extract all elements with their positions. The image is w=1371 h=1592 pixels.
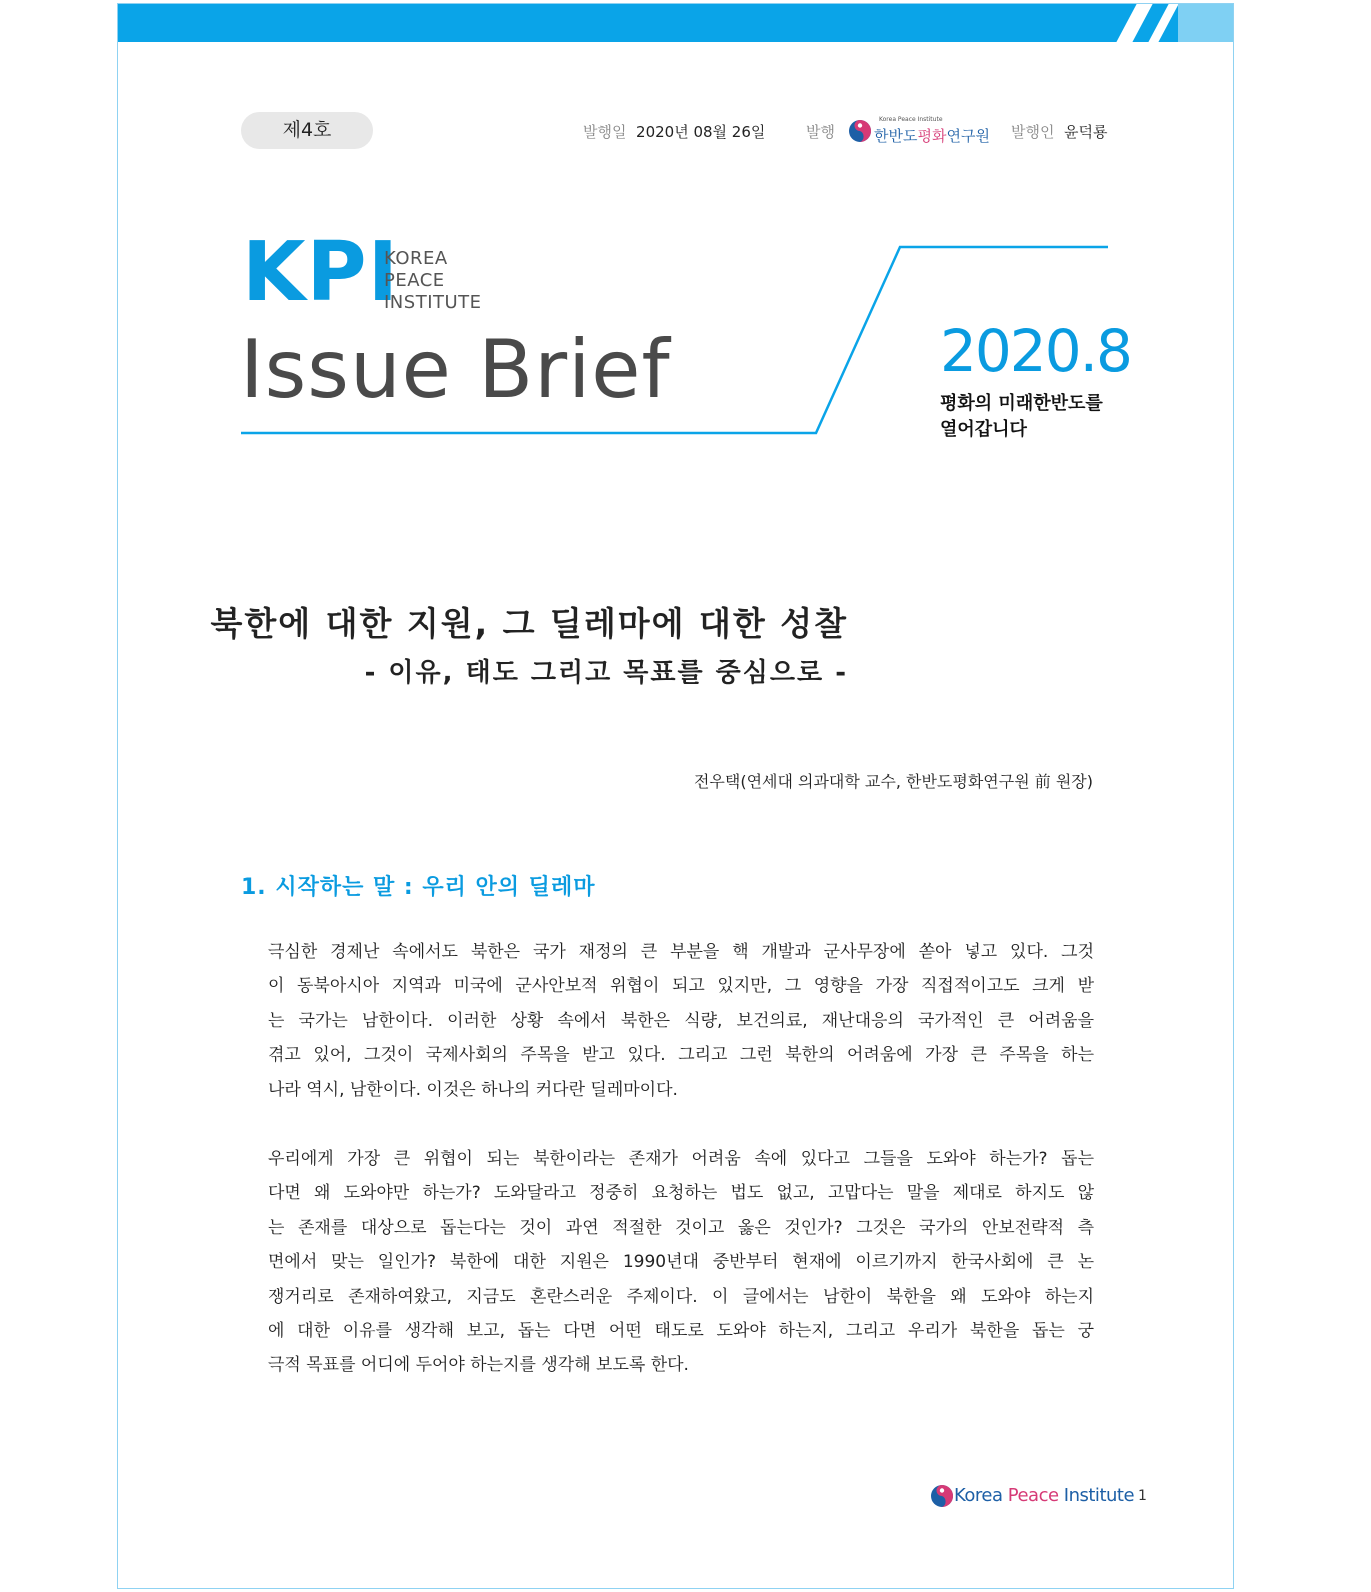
footer-logo-c: Institute (1058, 1485, 1135, 1506)
text-line: 나라 역시, 남한이다. 이것은 하나의 커다란 딜레마이다. (268, 1079, 678, 1100)
kpi-fullname-line: KOREA (384, 248, 448, 269)
brand-tagline (940, 391, 1103, 443)
footer-logo-a: Korea (954, 1485, 1008, 1506)
text-line: 에 대한 이유를 생각해 보고, 돕는 다면 어떤 태도로 도와야 하는지, 그리고 우리가 북한을 돕는 궁 (268, 1320, 1094, 1341)
author-byline: 전우택(연세대 의과대학 교수, 한반도평화연구원 前 원장) (693, 772, 1093, 791)
text-line: 는 존재를 대상으로 돕는다는 것이 과연 적절한 것이고 옳은 것인가? 그것은 국가의 안보전략적 측 (268, 1217, 1094, 1238)
article-subtitle: - 이유, 태도 그리고 목표를 중심으로 - (364, 658, 848, 688)
footer-logo-b: Peace (1007, 1485, 1059, 1506)
text-line: 는 국가는 남한이다. 이러한 상황 속에서 북한은 식량, 보건의료, 재난대응의 국가적인 큰 어려움을 (268, 1010, 1094, 1031)
tagline-line: 평화의 미래한반도를 (940, 393, 1103, 414)
issue-number-badge: 제4호 (241, 112, 373, 149)
text-line: 극적 목표를 어디에 두어야 하는지를 생각해 보도록 한다. (268, 1355, 689, 1376)
publisher-name-b: 평화 (917, 127, 947, 145)
kpi-wordmark: KPI (242, 225, 400, 320)
text-line: 우리에게 가장 큰 위협이 되는 북한이라는 존재가 어려움 속에 있다고 그들을 도와야 하는가? 돕는 (268, 1149, 1094, 1169)
kpi-logo-icon (930, 1484, 954, 1508)
text-line: 극심한 경제난 속에서도 북한은 국가 재정의 큰 부분을 핵 개발과 군사무장에 쏟아 넣고 있다. 그것 (268, 942, 1094, 962)
paragraph-1 (268, 935, 1094, 1107)
publisher-name-c: 연구원 (946, 127, 990, 145)
section-heading: 1. 시작하는 말 : 우리 안의 딜레마 (241, 875, 596, 900)
kpi-fullname-line: PEACE (384, 270, 445, 291)
pub-date-value: 2020년 08월 26일 (636, 123, 766, 141)
kpi-fullname-line: INSTITUTE (384, 292, 482, 313)
publisher-name-a: 한반도 (874, 127, 918, 145)
publisher-label: 발행 (806, 123, 835, 141)
text-line: 이 동북아시아 지역과 미국에 군사안보적 위협이 되고 있지만, 그 영향을 가장 직접적이고도 크게 받 (268, 976, 1094, 997)
document-page (117, 3, 1234, 1589)
text-line: 다면 왜 도와야만 하는가? 도와달라고 정중히 요청하는 법도 없고, 고맙다는 말을 제대로 하지도 않 (268, 1183, 1094, 1204)
page-number: 1 (1138, 1488, 1147, 1504)
series-title: Issue Brief (240, 323, 671, 416)
publisher-tiny-text: Korea Peace Institute (879, 116, 943, 123)
pub-date-label: 발행일 (583, 123, 627, 141)
article-title: 북한에 대한 지원, 그 딜레마에 대한 성찰 (210, 604, 848, 643)
text-line: 쟁거리로 존재하여왔고, 지금도 혼란스러운 주제이다. 이 글에서는 남한이 북한을 왜 도와야 하는지 (268, 1286, 1094, 1307)
issuer-label: 발행인 (1011, 123, 1055, 141)
issuer-name: 윤덕룡 (1064, 123, 1108, 141)
text-line: 겪고 있어, 그것이 국제사회의 주목을 받고 있다. 그리고 그런 북한의 어려움에 가장 큰 주목을 하는 (268, 1045, 1094, 1066)
paragraph-2 (268, 1142, 1094, 1383)
edition-date: 2020.8 (940, 317, 1131, 385)
footer-logo-text (954, 1485, 1134, 1506)
text-line: 면에서 맞는 일인가? 북한에 대한 지원은 1990년대 중반부터 현재에 이르기까지 한국사회에 큰 논 (268, 1252, 1094, 1273)
tagline-line: 열어갑니다 (940, 419, 1027, 440)
